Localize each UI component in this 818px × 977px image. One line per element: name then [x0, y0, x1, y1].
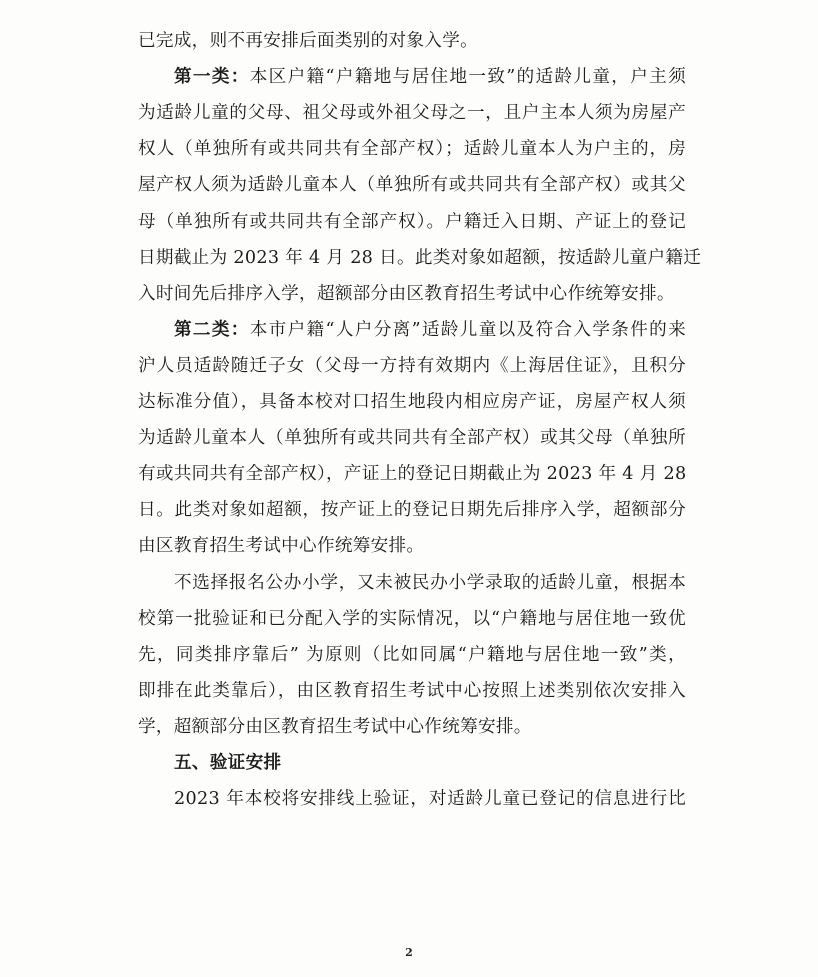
line-text: 即排在此类靠后），由区教育招生考试中心按照上述类别依次安排入: [138, 680, 686, 701]
line-text: 2023 年本校将安排线上验证，对适龄儿童已登记的信息进行比: [174, 789, 686, 810]
line-text: 由区教育招生考试中心作统筹安排。: [138, 536, 425, 557]
line-text: 不选择报名公办小学，又未被民办小学录取的适龄儿童，根据本: [174, 572, 686, 593]
line-text: 先，同类排序靠后” 为原则（比如同属“户籍地与居住地一致”类，: [138, 644, 686, 665]
line-text: 入时间先后排序入学，超额部分由区教育招生考试中心作统筹安排。: [138, 283, 675, 304]
section-heading: [174, 746, 686, 780]
line-text: 校第一批验证和已分配入学的实际情况，以“户籍地与居住地一致优: [138, 608, 686, 629]
text-line: [138, 602, 686, 636]
text-line: [138, 421, 686, 455]
category-label: 第一类：: [174, 66, 250, 88]
line-text: 有或共同共有全部产权），产证上的登记日期截止为 2023 年 4 月 28: [138, 464, 687, 485]
line-text: 本区户籍“户籍地与居住地一致”的适龄儿童，户主须: [249, 67, 686, 88]
text-line: [138, 674, 686, 708]
text-line: [138, 205, 686, 239]
line-text: 屋产权人须为适龄儿童本人（单独所有或共同共有全部产权）或其父: [138, 175, 686, 196]
line-text: 已完成，则不再安排后面类别的对象入学。: [138, 31, 478, 51]
text-line: [138, 24, 686, 58]
line-text: 日。此类对象如超额，按产证上的登记日期先后排序入学，超额部分: [138, 500, 686, 521]
line-text: 日期截止为 2023 年 4 月 28 日。此类对象如超额，按适龄儿童户籍迁: [138, 247, 702, 268]
text-line: [174, 782, 686, 816]
text-line: [138, 168, 686, 202]
line-text: 权人（单独所有或共同共有全部产权）；适龄儿童本人为户主的，房: [138, 139, 686, 160]
text-line: [174, 60, 686, 94]
page-number: 2: [405, 946, 413, 959]
line-text: 达标准分值），具备本校对口招生地段内相应房产证，房屋产权人须: [138, 392, 686, 412]
category-label: 第二类：: [174, 318, 250, 340]
line-text: 五、验证安排: [174, 752, 282, 773]
text-line: [174, 566, 686, 600]
text-line: [138, 710, 686, 744]
text-line: [138, 349, 686, 383]
text-line: [138, 385, 686, 419]
text-line: [138, 457, 686, 491]
line-text: 学，超额部分由区教育招生考试中心作统筹安排。: [138, 716, 532, 737]
text-line: [138, 241, 702, 275]
line-text: 沪人员适龄随迁子女（父母一方持有效期内《上海居住证》，且积分: [138, 355, 686, 376]
text-line: [138, 96, 686, 130]
text-line: [138, 493, 686, 527]
line-text: 为适龄儿童本人（单独所有或共同共有全部产权）或其父母（单独所: [138, 428, 686, 449]
line-text: 母（单独所有或共同共有全部产权）。户籍迁入日期、产证上的登记: [138, 211, 686, 232]
line-text: 为适龄儿童的父母、祖父母或外祖父母之一，且户主本人须为房屋产: [138, 103, 686, 124]
line-text: 本市户籍“人户分离”适龄儿童以及符合入学条件的来: [249, 319, 686, 340]
text-line: [138, 529, 686, 563]
text-line: [174, 313, 686, 347]
text-line: [138, 277, 686, 311]
text-line: [138, 132, 686, 166]
text-line: [138, 638, 686, 672]
